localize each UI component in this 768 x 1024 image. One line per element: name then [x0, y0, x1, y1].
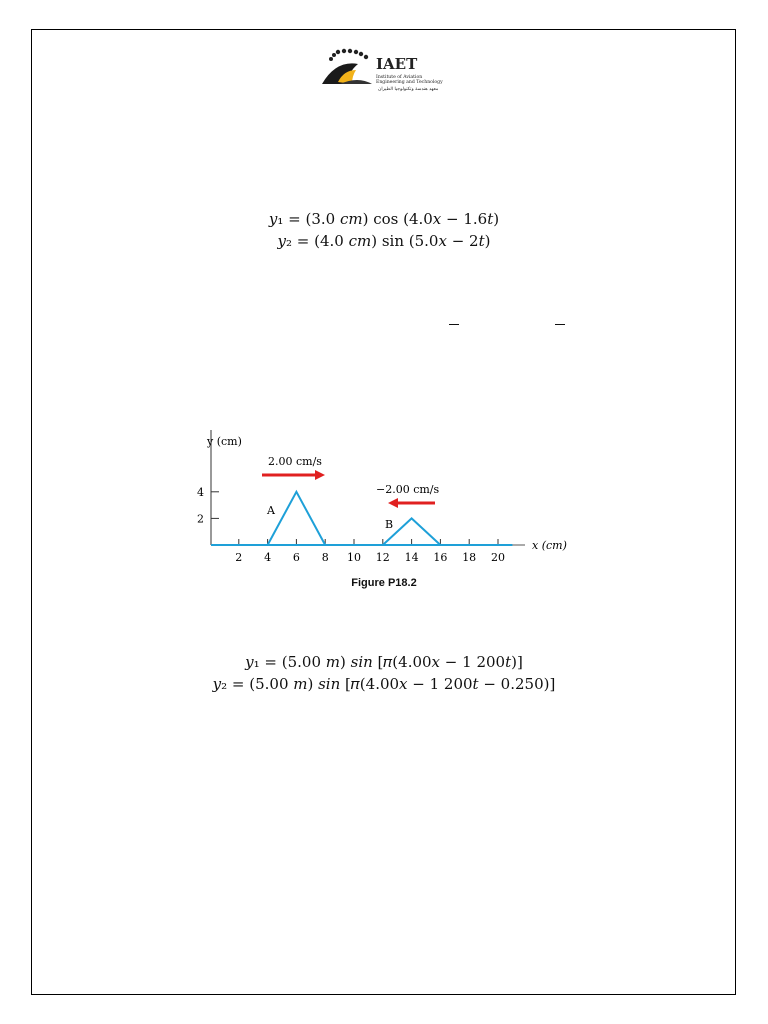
- x-axis-label: x (cm): [532, 539, 567, 552]
- pulse-a-label: A: [267, 504, 275, 517]
- equation-y1-b: 𝑦₁ = (5.00 𝑚) 𝑠𝑖𝑛 [𝜋(4.00𝑥 − 1 200𝑡)]: [245, 653, 523, 671]
- pulse-figure: [195, 430, 575, 600]
- logo-subtitle-1: Institute of Aviation: [376, 75, 423, 80]
- x-tick-label: 6: [292, 551, 300, 564]
- equation-y2: 𝑦₂ = (4.0 𝑐𝑚) sin (5.0𝑥 − 2𝑡): [277, 232, 491, 250]
- equation-y1: 𝑦₁ = (3.0 𝑐𝑚) cos (4.0𝑥 − 1.6𝑡): [268, 210, 500, 228]
- y-axis-label: y (cm): [207, 435, 242, 448]
- velocity-a-arrowhead: [315, 470, 325, 480]
- x-tick-label: 16: [433, 551, 448, 564]
- x-tick-label: 10: [347, 551, 361, 564]
- equation-y2-b: 𝑦₂ = (5.00 𝑚) 𝑠𝑖𝑛 [𝜋(4.00𝑥 − 1 200𝑡 − 0.250)]: [212, 675, 556, 693]
- x-tick-label: 14: [404, 551, 419, 564]
- logo-wordmark: IAET: [376, 55, 418, 73]
- velocity-a-label: 2.00 cm/s: [268, 455, 322, 468]
- x-tick-label: 4: [264, 551, 272, 564]
- velocity-b-arrowhead: [388, 498, 398, 508]
- x-tick-label: 20: [491, 551, 505, 564]
- figure-caption: Figure P18.2: [351, 577, 417, 589]
- dash-mark-right: [555, 324, 565, 325]
- iaet-logo: [318, 46, 456, 94]
- x-tick-label: 2: [235, 551, 243, 564]
- x-tick-label: 8: [321, 551, 329, 564]
- y-tick-label: 2: [197, 512, 204, 526]
- x-tick-label: 12: [375, 551, 390, 564]
- x-tick-label: 18: [462, 551, 477, 564]
- pulse-a: [268, 492, 326, 545]
- logo-arabic: معهد هندسة وتكنولوجيا الطيران: [378, 87, 439, 92]
- logo-subtitle-2: Engineering and Technology: [376, 80, 443, 85]
- pulse-b-label: B: [385, 518, 394, 531]
- velocity-b-label: −2.00 cm/s: [376, 483, 440, 496]
- y-tick-label: 4: [197, 485, 204, 499]
- dash-mark-left: [449, 324, 459, 325]
